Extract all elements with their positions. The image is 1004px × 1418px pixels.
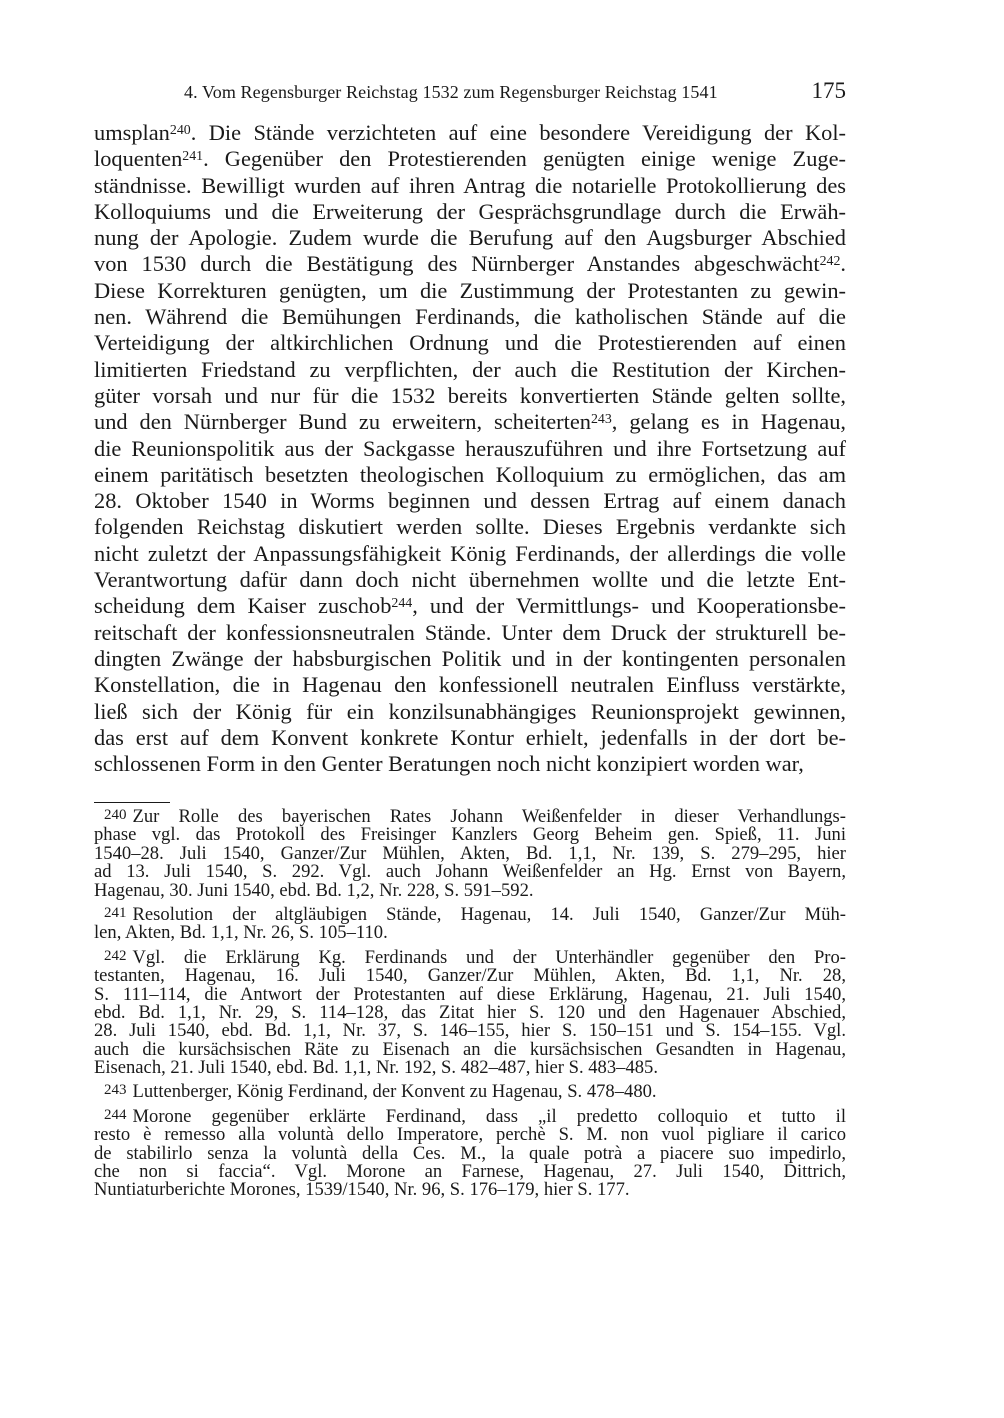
footnote-rule bbox=[94, 802, 170, 803]
footnotes bbox=[94, 808, 846, 1200]
body-line: nicht zuletzt der Anpassungsfähigkeit König Ferdinands, der allerdings die volle bbox=[94, 540, 846, 566]
footnote-number: 243 bbox=[104, 1082, 127, 1099]
body-line: loquenten$^{241}$. Gegenüber den Protestierenden genügten einige wenige Zuge- bbox=[94, 146, 846, 172]
footnote-line: Hagenau, 30. Juni 1540, ebd. Bd. 1,2, Nr. 228, S. 591–592. bbox=[94, 879, 534, 901]
footnote-line: 1540–28. Juli 1540, Ganzer/Zur Mühlen, Akten, Bd. 1,1, Nr. 139, S. 279–295, hier bbox=[94, 842, 846, 864]
footnote-line: ebd. Bd. 1,1, Nr. 29, S. 114–128, das Zitat hier S. 120 und den Hagenauer Abschied, bbox=[94, 1001, 846, 1023]
body-line: und den Nürnberger Bund zu erweitern, scheiterten$^{243}$, gelang es in Hagenau, bbox=[94, 409, 846, 435]
footnote-line: 243 Luttenberger, König Ferdinand, der Konvent zu Hagenau, S. 478–480. bbox=[104, 1081, 657, 1103]
body-line: ständnisse. Bewilligt wurden auf ihren Antrag die notarielle Protokollierung des bbox=[94, 172, 846, 198]
footnote-ref-243[interactable]: 243 bbox=[590, 412, 612, 428]
footnote-line: 240 Zur Rolle des bayerischen Rates Johann Weißenfelder in dieser Verhandlungs- bbox=[104, 806, 846, 827]
running-head bbox=[94, 78, 846, 108]
footnote-240 bbox=[94, 808, 846, 900]
body-line: reitschaft der konfessionsneutralen Stände. Unter dem Druck der strukturell be- bbox=[94, 619, 846, 645]
body-line: von 1530 durch die Bestätigung des Nürnberger Anstandes abgeschwächt$^{242}$. bbox=[94, 251, 846, 277]
footnote-ref-244[interactable]: 244 bbox=[391, 596, 413, 612]
body-line: ließ sich der König für ein konzilsunabhängiges Reunionsprojekt gewinnen, bbox=[94, 698, 846, 724]
footnote-line: Nuntiaturberichte Morones, 1539/1540, Nr. 96, S. 176–179, hier S. 177. bbox=[94, 1179, 630, 1201]
running-title: 4. Vom Regensburger Reichstag 1532 zum Regensburger Reichstag 1541 bbox=[184, 82, 718, 102]
body-line: umsplan$^{240}$. Die Stände verzichteten auf eine besondere Vereidigung der Kol- bbox=[94, 120, 846, 145]
footnote-ref-240[interactable]: 240 bbox=[169, 122, 191, 138]
body-line: nen. Während die Bemühungen Ferdinands, die katholischen Stände auf die bbox=[94, 304, 846, 330]
footnote-242 bbox=[94, 946, 846, 1079]
footnote-line: 28. Juli 1540, ebd. Bd. 1,1, Nr. 37, S. 146–155, hier S. 150–151 und S. 154–155. Vgl. bbox=[94, 1020, 846, 1042]
footnote-line: testanten, Hagenau, 16. Juli 1540, Ganzer/Zur Mühlen, Akten, Bd. 1,1, Nr. 28, bbox=[94, 965, 846, 987]
footnote-ref-241[interactable]: 241 bbox=[182, 149, 204, 165]
body-line: dingten Zwänge der habsburgischen Politik und in der kontingenten personalen bbox=[94, 645, 846, 671]
footnote-number: 244 bbox=[104, 1106, 127, 1123]
page-number: 175 bbox=[811, 78, 846, 103]
body-line: Konstellation, die in Hagenau den konfessionell neutralen Einfluss verstärkte, bbox=[94, 672, 846, 698]
body-line: 28. Oktober 1540 in Worms beginnen und dessen Ertrag auf einem danach bbox=[94, 488, 846, 514]
body-line: Verantwortung dafür dann doch nicht übernehmen wollte und die letzte Ent- bbox=[94, 567, 846, 593]
footnote-line: S. 111–114, die Antwort der Protestanten auf diese Erklärung, Hagenau, 21. Juli 1540, bbox=[94, 983, 846, 1005]
footnote-line: auch die kursächsischen Räte zu Eisenach an die kursächsischen Gesandten in Hagenau, bbox=[94, 1038, 846, 1060]
footnote-241 bbox=[94, 903, 846, 944]
footnote-number: 241 bbox=[104, 904, 127, 921]
body-line: folgenden Reichstag diskutiert werden sollte. Dieses Ergebnis verdankte sich bbox=[94, 514, 846, 540]
footnote-number: 240 bbox=[104, 807, 127, 823]
body-text bbox=[94, 120, 846, 777]
footnote-line: Eisenach, 21. Juli 1540, ebd. Bd. 1,1, Nr. 192, S. 482–487, hier S. 483–485. bbox=[94, 1057, 658, 1079]
body-line: das erst auf dem Konvent konkrete Kontur erhielt, jedenfalls in der dort be- bbox=[94, 724, 846, 750]
footnote-244 bbox=[94, 1105, 846, 1201]
body-line: einem paritätisch besetzten theologischen Kolloquium zu ermöglichen, das am bbox=[94, 461, 846, 487]
footnote-line: 241 Resolution der altgläubigen Stände, Hagenau, 14. Juli 1540, Ganzer/Zur Müh- bbox=[104, 903, 846, 925]
body-line: limitierten Friedstand zu verpflichten, der auch die Restitution der Kirchen- bbox=[94, 356, 846, 382]
body-line: scheidung dem Kaiser zuschob$^{244}$, und der Vermittlungs- und Kooperationsbe- bbox=[94, 593, 846, 619]
body-line: güter vorsah und nur für die 1532 bereits konvertierten Stände gelten sollte, bbox=[94, 382, 846, 408]
footnote-line: len, Akten, Bd. 1,1, Nr. 26, S. 105–110. bbox=[94, 922, 388, 944]
body-line: schlossenen Form in den Genter Beratungen noch nicht konzipiert worden war, bbox=[94, 751, 804, 777]
body-line: die Reunionspolitik aus der Sackgasse herauszuführen und ihre Fortsetzung auf bbox=[94, 435, 846, 461]
footnote-number: 242 bbox=[104, 947, 127, 964]
footnote-line: phase vgl. das Protokoll des Freisinger Kanzlers Georg Beheim gen. Spieß, 11. Juni bbox=[94, 824, 846, 846]
footnote-ref-242[interactable]: 242 bbox=[819, 254, 841, 270]
body-line: Kolloquiums und die Erweiterung der Gesprächsgrundlage durch die Erwäh- bbox=[94, 198, 846, 224]
body-line: Diese Korrekturen genügten, um die Zustimmung der Protestanten zu gewin- bbox=[94, 277, 846, 303]
body-line: Verteidigung der altkirchlichen Ordnung und die Protestierenden auf einen bbox=[94, 330, 846, 356]
footnote-line: 242 Vgl. die Erklärung Kg. Ferdinands und der Unterhändler gegenüber den Pro- bbox=[104, 946, 846, 968]
footnote-line: 244 Morone gegenüber erklärte Ferdinand, dass „il predetto colloquio et tutto il bbox=[104, 1105, 846, 1127]
footnote-line: resto è remesso alla voluntà dello Imperatore, perchè S. M. non vuol pigliare il carico bbox=[94, 1124, 846, 1146]
footnote-243 bbox=[94, 1083, 846, 1101]
footnote-line: ad 13. Juli 1540, S. 292. Vgl. auch Johann Weißenfelder an Hg. Ernst von Bayern, bbox=[94, 861, 846, 883]
footnote-line: che non si faccia“. Vgl. Morone an Farnese, Hagenau, 27. Juli 1540, Dittrich, bbox=[94, 1161, 846, 1183]
footnote-line: de stabilirlo senza la voluntà della Ces. M., la quale potrà a piacere suo impedirlo, bbox=[94, 1142, 846, 1164]
body-line: nung der Apologie. Zudem wurde die Berufung auf den Augsburger Abschied bbox=[94, 225, 846, 251]
